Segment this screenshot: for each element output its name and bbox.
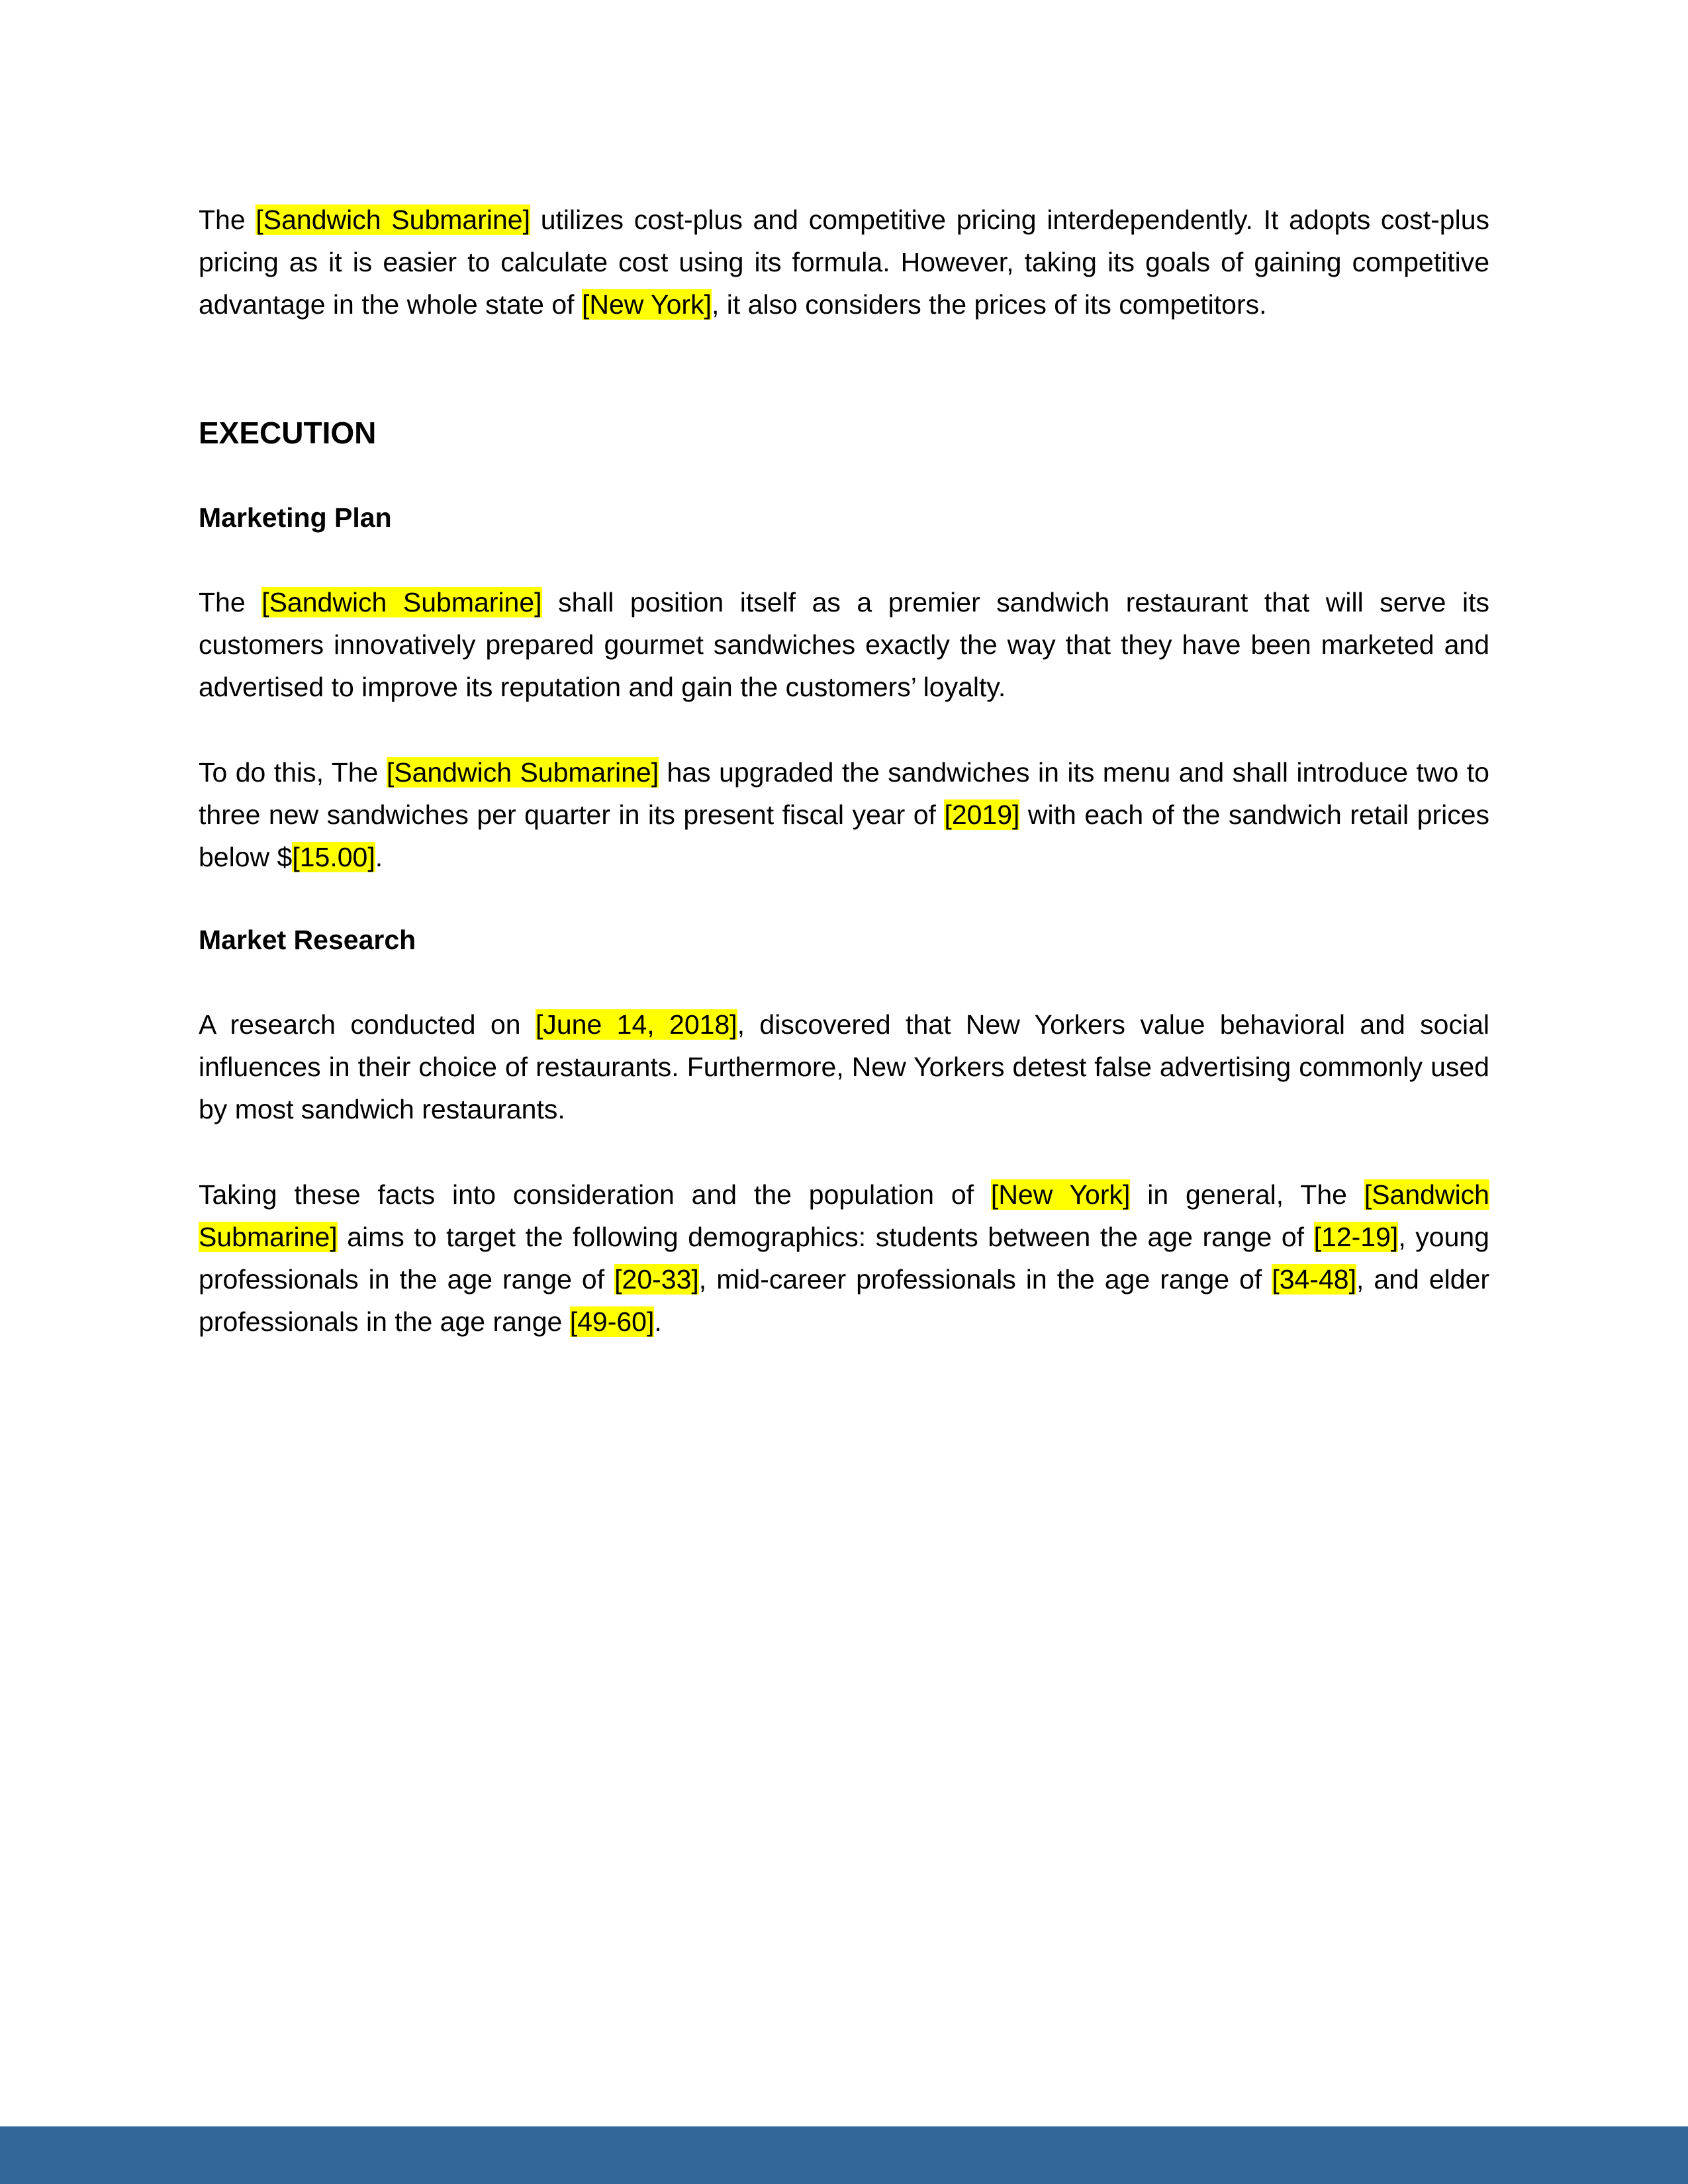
text-run: utilizes cost-plus and competitive pricing interdependently. It adopts cost-plus pricing as it is easier to calculate cost using its formula. However, taking its goals of gaining competitive advantage in the whole state of (199, 205, 1489, 320)
placeholder-state[interactable]: [New York] (581, 289, 712, 320)
text-run: The (199, 205, 256, 235)
text-run: To do this, The (199, 757, 387, 788)
text-run: Taking these facts into consideration and the population of (199, 1179, 991, 1210)
text-run: with each of the sandwich retail prices below $ (199, 799, 1490, 872)
text-run: in general, The (1130, 1179, 1364, 1210)
text-run: , discovered that New Yorkers value behavioral and social influences in their choice of restaurants. Furthermore, New Yorkers detest false advertising commonly used by most sandwich restaurants. (199, 1009, 1489, 1124)
subheading-market-research: Market Research (199, 925, 416, 955)
placeholder-research-date[interactable]: [June 14, 2018] (535, 1009, 737, 1040)
text-run: . (654, 1306, 662, 1337)
text-run: A research conducted on (199, 1009, 536, 1040)
placeholder-state[interactable]: [New York] (990, 1179, 1131, 1210)
placeholder-company-name[interactable]: [Sandwich Submarine] (199, 1179, 1489, 1252)
placeholder-company-name[interactable]: [Sandwich Submarine] (386, 757, 659, 788)
text-run: . (375, 842, 383, 872)
placeholder-age-range-mid[interactable]: [34-48] (1272, 1264, 1356, 1295)
menu-upgrade-paragraph (199, 751, 1489, 878)
placeholder-fiscal-year[interactable]: [2019] (944, 799, 1020, 830)
placeholder-age-range-students[interactable]: [12-19] (1313, 1222, 1399, 1252)
positioning-paragraph (199, 581, 1489, 708)
text-run: The (199, 587, 262, 617)
placeholder-company-name[interactable]: [Sandwich Submarine] (256, 205, 530, 235)
research-paragraph (199, 1003, 1489, 1130)
text-run: , mid-career professionals in the age range of (698, 1264, 1272, 1295)
text-run: shall position itself as a premier sandwich restaurant that will serve its customers innovatively prepared gourmet sandwiches exactly the way that they have been marketed and advertised to improve its reputation and gain the customers’ loyalty. (199, 587, 1489, 702)
section-heading-execution: EXECUTION (199, 416, 377, 450)
placeholder-age-range-elder[interactable]: [49-60] (569, 1306, 655, 1337)
text-run: has upgraded the sandwiches in its menu and shall introduce two to three new sandwiches per quarter in its present fiscal year of (199, 757, 1489, 830)
demographics-paragraph (199, 1173, 1489, 1343)
subheading-marketing-plan: Marketing Plan (199, 502, 392, 533)
placeholder-company-name[interactable]: [Sandwich Submarine] (261, 587, 542, 617)
text-run: aims to target the following demographics: students between the age range of (337, 1222, 1314, 1252)
text-run: , and elder professionals in the age range (199, 1264, 1489, 1337)
placeholder-price[interactable]: [15.00] (292, 842, 375, 872)
document-body (199, 199, 1489, 1343)
pricing-paragraph (199, 199, 1489, 326)
placeholder-age-range-young[interactable]: [20-33] (614, 1264, 699, 1295)
footer-bar (0, 2126, 1688, 2184)
text-run: , young professionals in the age range of (199, 1222, 1489, 1295)
text-run: , it also considers the prices of its competitors. (711, 289, 1267, 320)
